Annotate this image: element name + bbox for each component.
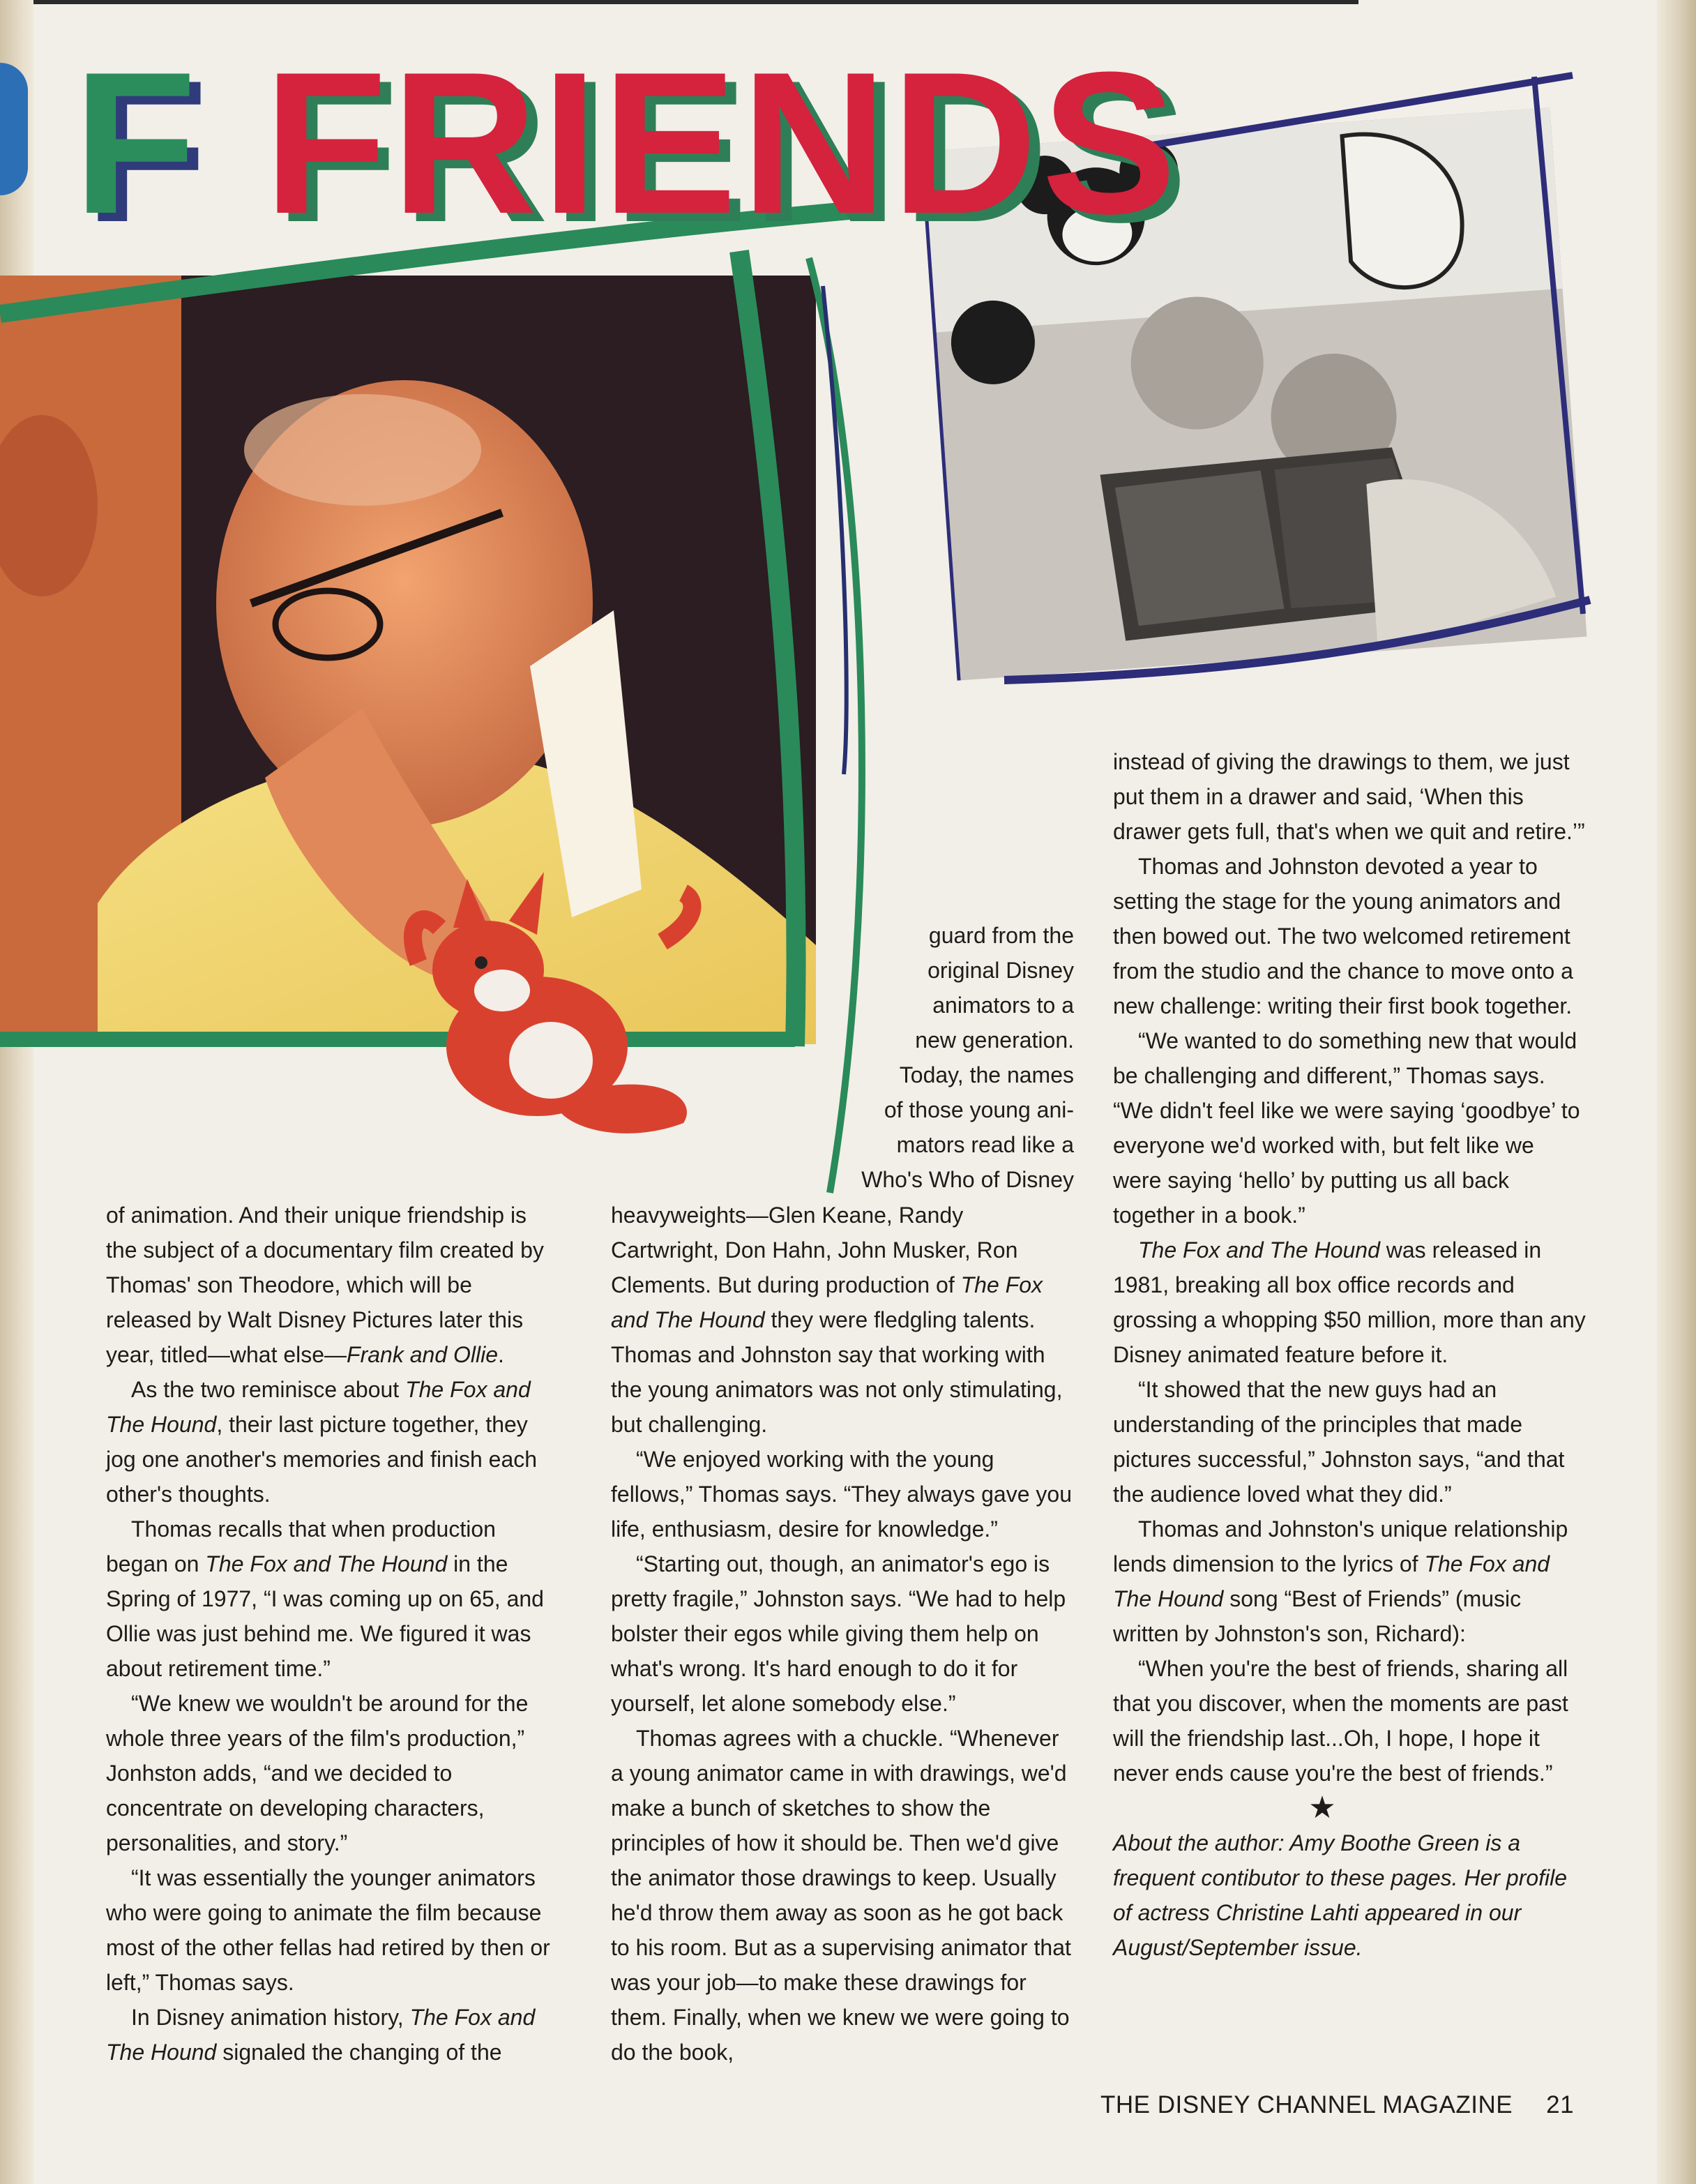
paragraph: Thomas and Johnston's unique relationship lends dimension to the lyrics of The Fox and The Hound song “Best of Friends” (music written by Johnston's son, Richard): xyxy=(1113,1516,1568,1646)
article-column-2 xyxy=(611,1198,1077,2070)
article-column-2-lead xyxy=(837,918,1074,1197)
paragraph: Thomas recalls that when production began on The Fox and The Hound in the Spring of 1977, “I was coming up on 65, and Ollie was just behind me. We figured it was about retirement time.” xyxy=(106,1516,544,1681)
paragraph: “It was essentially the younger animators who were going to animate the film because most of the other fellas had retired by then or left,” Thomas says. xyxy=(106,1865,550,1995)
page-footer xyxy=(1100,2091,1574,2119)
text-line: Today, the names xyxy=(899,1062,1074,1087)
paragraph: The Fox and The Hound was released in 1981, breaking all box office records and grossing a whopping $50 million, more than any Disney animated feature before it. xyxy=(1113,1237,1586,1367)
paragraph: As the two reminisce about The Fox and The Hound, their last picture together, they jog one another's memories and finish each other's thoughts. xyxy=(106,1377,538,1507)
text-line: original Disney xyxy=(927,958,1074,983)
magazine-name: THE DISNEY CHANNEL MAGAZINE xyxy=(1100,2091,1513,2118)
paragraph: Thomas agrees with a chuckle. “Whenever a young animator came in with drawings, we'd make a bunch of sketches to show the principles of how it should be. Then we'd give the animator those drawings to keep. Usually he'd throw them away as soon as he got back to his room. But as a supervising animator that was your job—to make these drawings for them. Finally, when we knew we were going to do the book, xyxy=(611,1726,1071,2065)
fox-cartoon xyxy=(413,872,692,1134)
paragraph: “We enjoyed working with the young fellows,” Thomas says. “They always gave you life, enthusiasm, desire for knowledge.” xyxy=(611,1447,1072,1542)
article-column-1 xyxy=(106,1198,563,2070)
article-column-3 xyxy=(1113,744,1587,1965)
paragraph: heavyweights—Glen Keane, Randy Cartwright, Don Hahn, John Musker, Ron Clements. But during production of The Fox and The Hound they were fledgling talents. Thomas and Johnston say that working with the young animators was not only stimulating, but challenging. xyxy=(611,1203,1063,1437)
paragraph: Thomas and Johnston devoted a year to setting the stage for the young animators and then bowed out. The two welcomed retirement from the studio and the chance to move onto a new challenge: writing their first book together. xyxy=(1113,854,1573,1018)
headline-first-letter: F xyxy=(73,30,202,256)
paragraph: of animation. And their unique friendship is the subject of a documentary film created by Thomas' son Theodore, which will be released by Walt Disney Pictures later this year, titled—what else—Frank and Ollie. xyxy=(106,1203,544,1367)
star-icon: ★ xyxy=(1308,1791,1336,1825)
headline xyxy=(73,30,1181,256)
paragraph: instead of giving the drawings to them, we just put them in a drawer and said, ‘When this drawer gets full, that's when we quit and retire.’” xyxy=(1113,749,1585,844)
text-line: mators read like a xyxy=(896,1132,1074,1157)
headline-word: FRIENDS xyxy=(264,30,1181,256)
page-number: 21 xyxy=(1546,2091,1575,2118)
paragraph: “Starting out, though, an animator's ego is pretty fragile,” Johnston says. “We had to help bolster their egos while giving them help on what's wrong. It's hard enough to do it for yourself, let alone somebody else.” xyxy=(611,1551,1066,1716)
text-line: of those young ani- xyxy=(884,1097,1074,1122)
text-line: new generation. xyxy=(915,1027,1074,1053)
text-line: Who's Who of Disney xyxy=(861,1167,1074,1192)
paragraph: “It showed that the new guys had an understanding of the principles that made pictures successful,” Johnston says, “and that the audience loved what they did.” xyxy=(1113,1377,1565,1507)
paragraph: In Disney animation history, The Fox and The Hound signaled the changing of the xyxy=(106,2005,536,2065)
text-line: animators to a xyxy=(932,993,1074,1018)
paragraph: “We wanted to do something new that would be challenging and different,” Thomas says. “We didn't feel like we were saying ‘goodbye’ to everyone we'd worked with, but felt like we were saying ‘hello’ by putting us all back together in a book.” xyxy=(1113,1028,1580,1228)
author-note: About the author: Amy Boothe Green is a frequent contibutor to these pages. Her profile of actress Christine Lahti appeared in our August/September issue. xyxy=(1113,1830,1568,1960)
paragraph: “When you're the best of friends, sharing all that you discover, when the moments are past will the friendship last...Oh, I hope, I hope it never ends cause you're the best of friends.” xyxy=(1113,1656,1568,1786)
text-line: guard from the xyxy=(928,923,1074,948)
paragraph: “We knew we wouldn't be around for the whole three years of the film's production,” Jonhston adds, “and we decided to concentrate on developing characters, personalities, and story.” xyxy=(106,1691,529,1855)
